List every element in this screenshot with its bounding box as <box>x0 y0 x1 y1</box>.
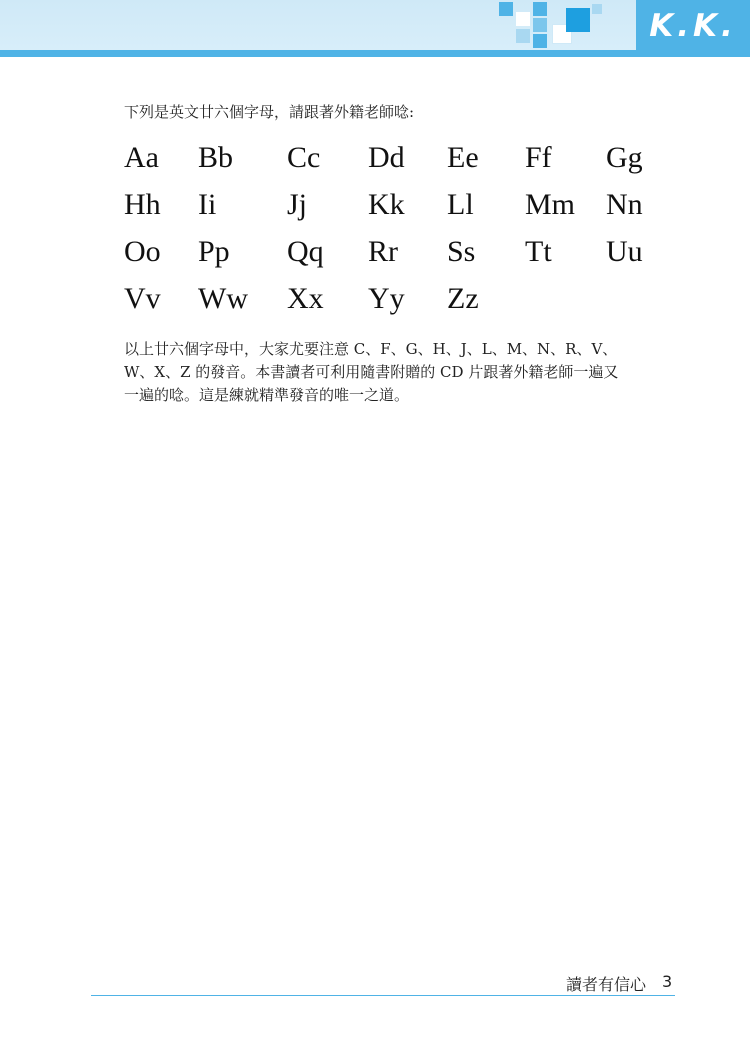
letter-pair: Tt <box>525 235 552 268</box>
letter-pair: Gg <box>606 141 643 174</box>
letter-pair: Ff <box>525 141 552 174</box>
section-badge <box>636 0 750 51</box>
letter-pair: Xx <box>287 282 324 315</box>
letter-pair: Cc <box>287 141 321 174</box>
footer-section-title: 讀者有信心 <box>566 975 647 994</box>
note-line: W、X、Z 的發音。本書讀者可利用隨書附贈的 CD 片跟著外籍老師一遍又 <box>124 363 619 381</box>
letter-pair: Hh <box>124 188 161 221</box>
note-line: 一遍的唸。這是練就精準發音的唯一之道。 <box>124 386 410 404</box>
header-rule <box>0 50 750 57</box>
decorative-square <box>533 2 547 16</box>
decorative-square <box>499 2 513 16</box>
letter-pair: Nn <box>606 188 643 221</box>
letter-pair: Jj <box>287 188 308 221</box>
letter-pair: Rr <box>368 235 398 268</box>
decorative-square <box>516 29 530 43</box>
letter-pair: Mm <box>525 188 576 221</box>
intro-text: 下列是英文廿六個字母，請跟著外籍老師唸: <box>124 103 415 121</box>
letter-pair: Yy <box>368 282 405 315</box>
letter-pair: Bb <box>198 141 234 174</box>
decorative-square <box>533 18 547 32</box>
letter-pair: Qq <box>287 235 324 268</box>
footer-rule <box>91 995 675 996</box>
letter-pair: Aa <box>124 141 159 174</box>
decorative-square <box>566 8 590 32</box>
decorative-square <box>516 12 530 26</box>
letter-pair: Uu <box>606 235 643 268</box>
letter-pair: Ii <box>198 188 217 221</box>
letter-pair: Ww <box>198 282 248 315</box>
letter-pair: Oo <box>124 235 161 268</box>
letter-pair: Zz <box>447 282 479 315</box>
section-badge-text: K.K. <box>649 7 737 44</box>
letter-pair: Ll <box>447 188 474 221</box>
letter-pair: Pp <box>198 235 230 268</box>
decorative-square <box>592 4 602 14</box>
page-number: 3 <box>662 972 673 991</box>
decorative-square <box>533 34 547 48</box>
letter-pair: Vv <box>124 282 161 315</box>
letter-pair: Kk <box>368 188 405 221</box>
pronunciation-note <box>124 338 684 407</box>
letter-pair: Ee <box>447 141 479 174</box>
letter-pair: Dd <box>368 141 405 174</box>
note-line: 以上廿六個字母中，大家尤要注意 C、F、G、H、J、L、M、N、R、V、 <box>124 340 618 358</box>
letter-pair: Ss <box>447 235 476 268</box>
